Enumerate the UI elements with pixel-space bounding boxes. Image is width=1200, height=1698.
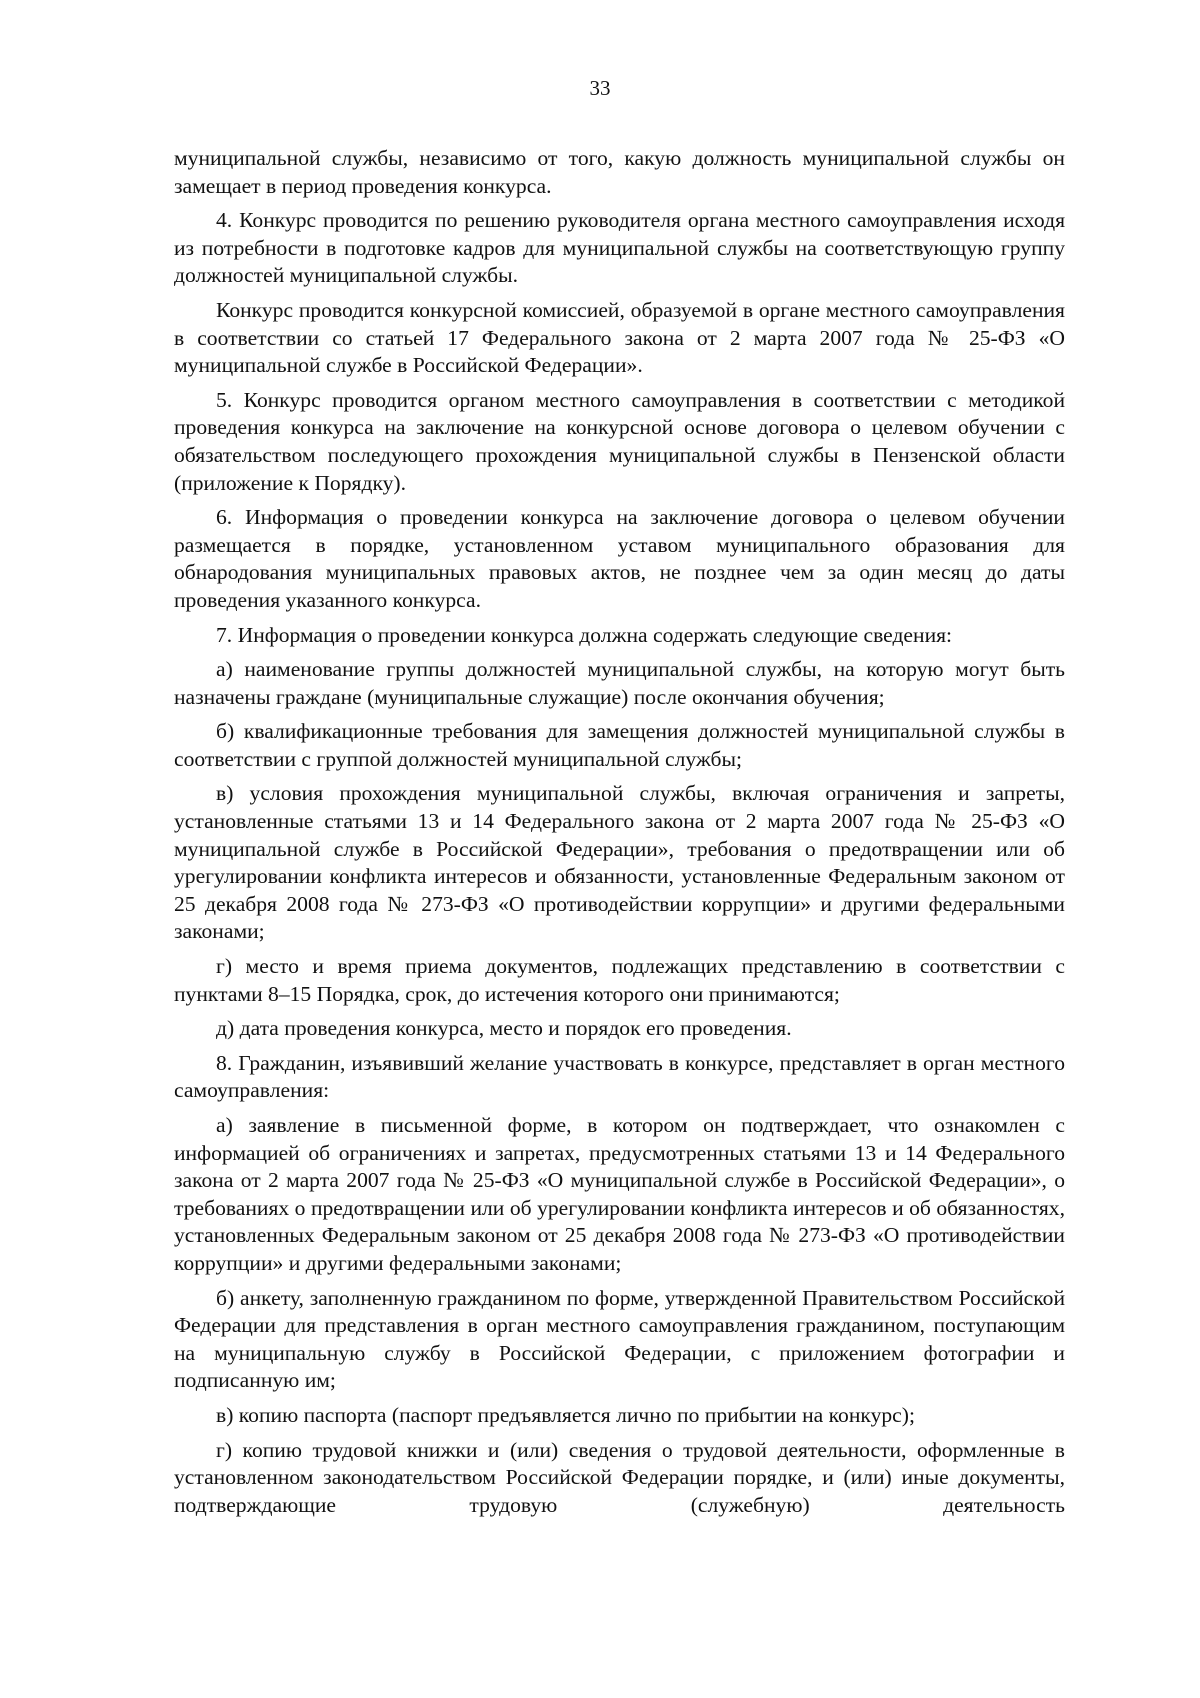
paragraph-item-8: 8. Гражданин, изъявивший желание участвовать в конкурсе, представляет в орган местного самоуправления:	[174, 1050, 1065, 1103]
paragraph-commission: Конкурс проводится конкурсной комиссией, образуемой в органе местного самоуправления в соответствии со статьей 17 Федерального закона от 2 марта 2007 года № 25-ФЗ «О муниципальной службе в Российской Федерации».	[174, 297, 1065, 378]
paragraph-item-6: 6. Информация о проведении конкурса на заключение договора о целевом обучении размещается в порядке, установленном уставом муниципального образования для обнародования муниципальных правовых актов, не позднее чем за один месяц до даты проведения указанного конкурса.	[174, 505, 1065, 612]
paragraph-item-7a: а) наименование группы должностей муниципальной службы, на которую могут быть назначены граждане (муниципальные служащие) после окончания обучения;	[174, 657, 1065, 709]
paragraph-item-7v: в) условия прохождения муниципальной службы, включая ограничения и запреты, установленные статьями 13 и 14 Федерального закона от 2 марта 2007 года № 25-ФЗ «О муниципальной службе в Российской Федерации», требования о предотвращении или об урегулировании конфликта интересов и обязанности, установленные Федеральным законом от 25 декабря 2008 года № 273-ФЗ «О противодействии коррупции» и другими федеральными законами;	[174, 781, 1065, 944]
paragraph-item-7g: г) место и время приема документов, подлежащих представлению в соответствии с пунктами 8–15 Порядка, срок, до истечения которого они принимаются;	[174, 954, 1065, 1006]
paragraph-item-8v: в) копию паспорта (паспорт предъявляется лично по прибытии на конкурс);	[216, 1402, 915, 1427]
paragraph-item-7d: д) дата проведения конкурса, место и порядок его проведения.	[216, 1016, 792, 1041]
paragraph-item-7b: б) квалификационные требования для замещения должностей муниципальной службы в соответствии с группой должностей муниципальной службы;	[174, 719, 1065, 771]
paragraph-continuation: муниципальной службы, независимо от того, какую должность муниципальной службы он замещает в период проведения конкурса.	[174, 146, 1065, 198]
paragraph-item-8b: б) анкету, заполненную гражданином по форме, утвержденной Правительством Российской Федерации для представления в орган местного самоуправления гражданином, поступающим на муниципальную службу в Российской Федерации, с приложением фотографии и подписанную им;	[174, 1285, 1065, 1393]
paragraph-item-7: 7. Информация о проведении конкурса должна содержать следующие сведения:	[216, 622, 953, 647]
paragraph-item-4: 4. Конкурс проводится по решению руководителя органа местного самоуправления исходя из потребности в подготовке кадров для муниципальной службы на соответствующую группу должностей муниципальной службы.	[174, 208, 1065, 288]
paragraph-item-5: 5. Конкурс проводится органом местного самоуправления в соответствии с методикой проведения конкурса на заключение на конкурсной основе договора о целевом обучении с обязательством последующего прохождения муниципальной службы в Пензенской области (приложение к Порядку).	[174, 387, 1065, 495]
paragraph-item-8a: а) заявление в письменной форме, в котором он подтверждает, что ознакомлен с информацией об ограничениях и запретах, предусмотренных статьями 13 и 14 Федерального закона от 2 марта 2007 года № 25-ФЗ «О муниципальной службе в Российской Федерации», о требованиях о предотвращении или об урегулировании конфликта интересов и об обязанностях, установленных Федеральным законом от 25 декабря 2008 года № 273-ФЗ «О противодействии коррупции» и другими федеральными законами;	[174, 1113, 1065, 1275]
document-body	[174, 145, 1065, 1526]
paragraph-item-8g: г) копию трудовой книжки и (или) сведения о трудовой деятельности, оформленные в установленном законодательством Российской Федерации порядке, и (или) иные документы, подтверждающие трудовую (служебную) деятельность	[174, 1437, 1065, 1517]
page-number: 33	[589, 76, 611, 100]
